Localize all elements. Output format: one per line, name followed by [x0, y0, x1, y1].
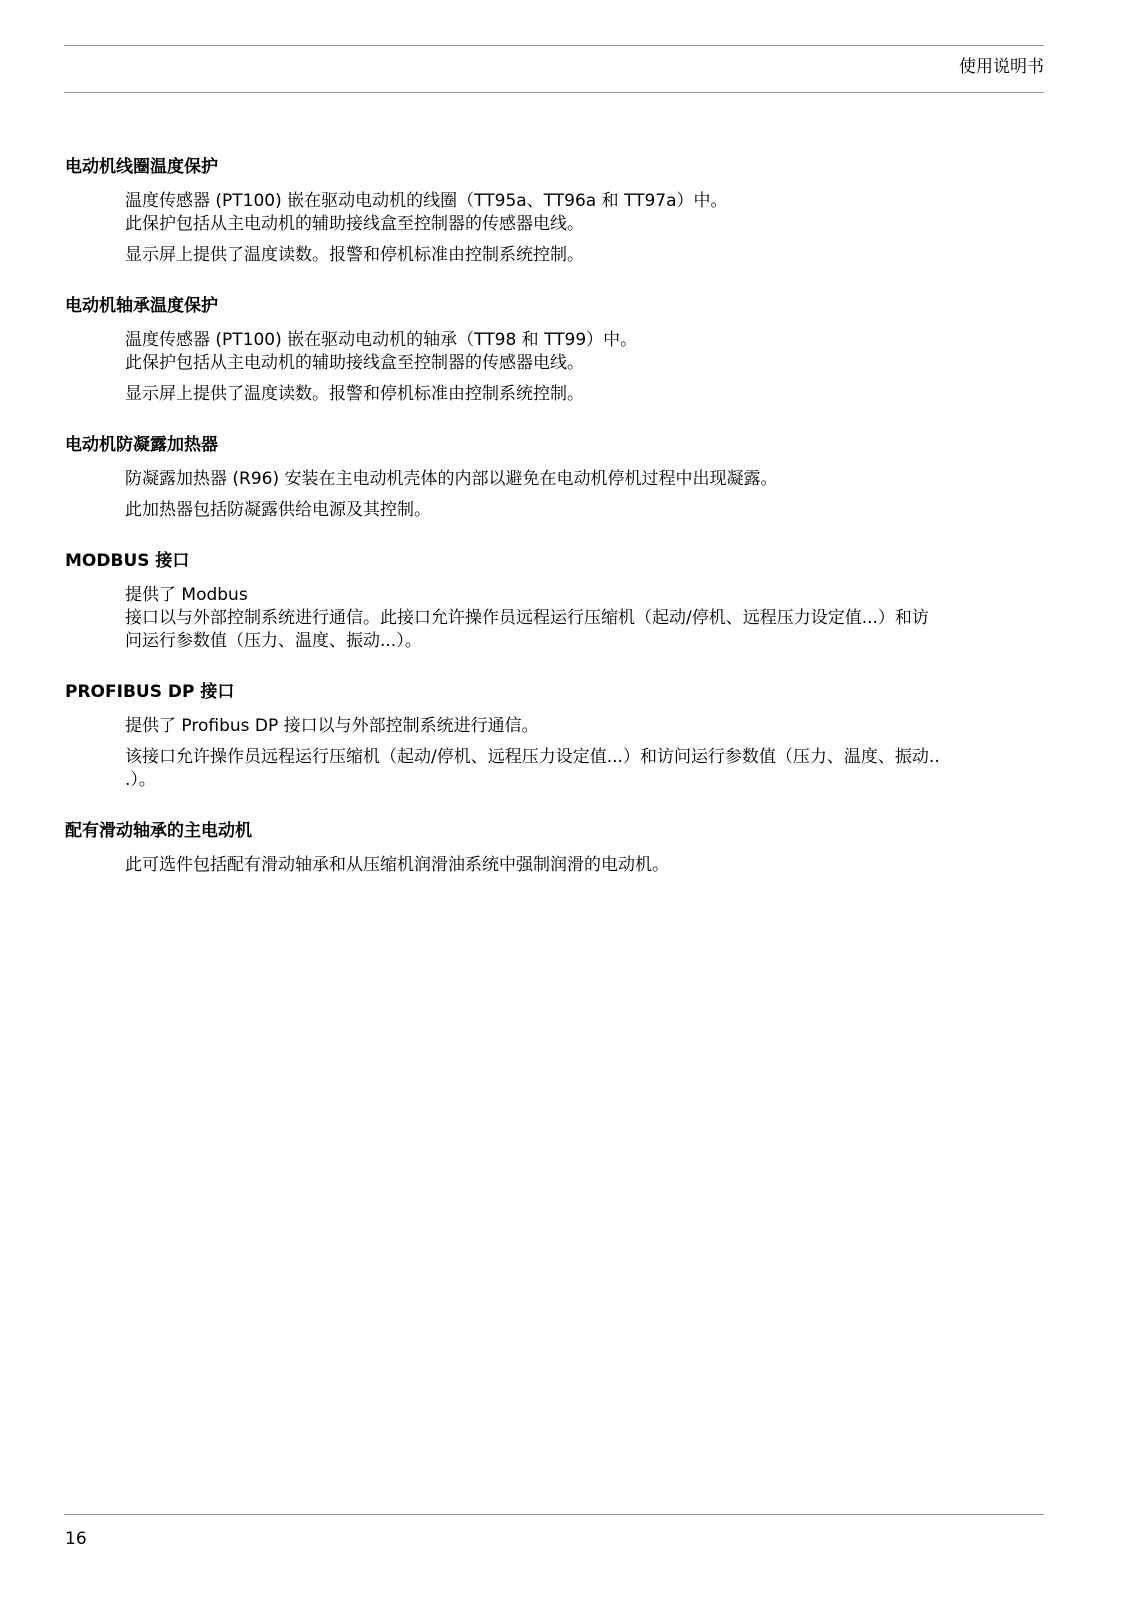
text-line: 提供了 Profibus DP 接口以与外部控制系统进行通信。: [125, 716, 539, 736]
header-title: 使用说明书: [959, 57, 1044, 77]
text-line: 此保护包括从主电动机的辅助接线盒至控制器的传感器电线。: [125, 214, 584, 234]
text-line: 问运行参数值（压力、温度、振动...）。: [125, 631, 422, 651]
text-line: 显示屏上提供了温度读数。报警和停机标准由控制系统控制。: [125, 245, 584, 265]
page-number: 16: [65, 1529, 87, 1549]
section-title: 电动机线圈温度保护: [65, 157, 218, 177]
section-title: 电动机防凝露加热器: [65, 435, 218, 455]
section-modbus-interface: [65, 549, 1045, 653]
section-sleeve-bearing-motor: [65, 819, 1045, 877]
text-line: 防凝露加热器 (R96) 安装在主电动机壳体的内部以避免在电动机停机过程中出现凝露。: [125, 469, 778, 489]
paragraph: [125, 584, 1045, 653]
text-line: 此保护包括从主电动机的辅助接线盒至控制器的传感器电线。: [125, 353, 584, 373]
section-motor-winding-temperature: [65, 155, 1045, 267]
section-profibus-dp-interface: [65, 680, 1045, 792]
paragraph: [125, 746, 1045, 792]
text-line: 此可选件包括配有滑动轴承和从压缩机润滑油系统中强制润滑的电动机。: [125, 855, 669, 875]
text-line: 该接口允许操作员远程运行压缩机（起动/停机、远程压力设定值...）和访问运行参数值（压力、温度、振动..: [125, 747, 940, 767]
section-title: PROFIBUS DP 接口: [65, 682, 235, 702]
paragraph: [125, 244, 1045, 267]
text-line: 提供了 Modbus: [125, 585, 248, 605]
text-line: 此加热器包括防凝露供给电源及其控制。: [125, 500, 431, 520]
paragraph: [125, 383, 1045, 406]
text-line: 接口以与外部控制系统进行通信。此接口允许操作员远程运行压缩机（起动/停机、远程压力设定值...）和访: [125, 608, 929, 628]
header-rule-top: [64, 45, 1044, 46]
header-rule-bottom: [64, 92, 1044, 93]
section-title: 配有滑动轴承的主电动机: [65, 821, 252, 841]
document-body: [65, 155, 1045, 904]
paragraph: [125, 468, 1045, 491]
section-anti-condensation-heater: [65, 433, 1045, 522]
paragraph: [125, 329, 1045, 375]
section-title: 电动机轴承温度保护: [65, 296, 218, 316]
paragraph: [125, 499, 1045, 522]
text-line: 温度传感器 (PT100) 嵌在驱动电动机的轴承（TT98 和 TT99）中。: [125, 330, 638, 350]
paragraph: [125, 715, 1045, 738]
section-motor-bearing-temperature: [65, 294, 1045, 406]
text-line: 显示屏上提供了温度读数。报警和停机标准由控制系统控制。: [125, 384, 584, 404]
text-line: .）。: [125, 770, 156, 790]
text-line: 温度传感器 (PT100) 嵌在驱动电动机的线圈（TT95a、TT96a 和 TT97a）中。: [125, 191, 728, 211]
footer-rule: [64, 1514, 1044, 1515]
section-title: MODBUS 接口: [65, 551, 190, 571]
paragraph: [125, 854, 1045, 877]
paragraph: [125, 190, 1045, 236]
